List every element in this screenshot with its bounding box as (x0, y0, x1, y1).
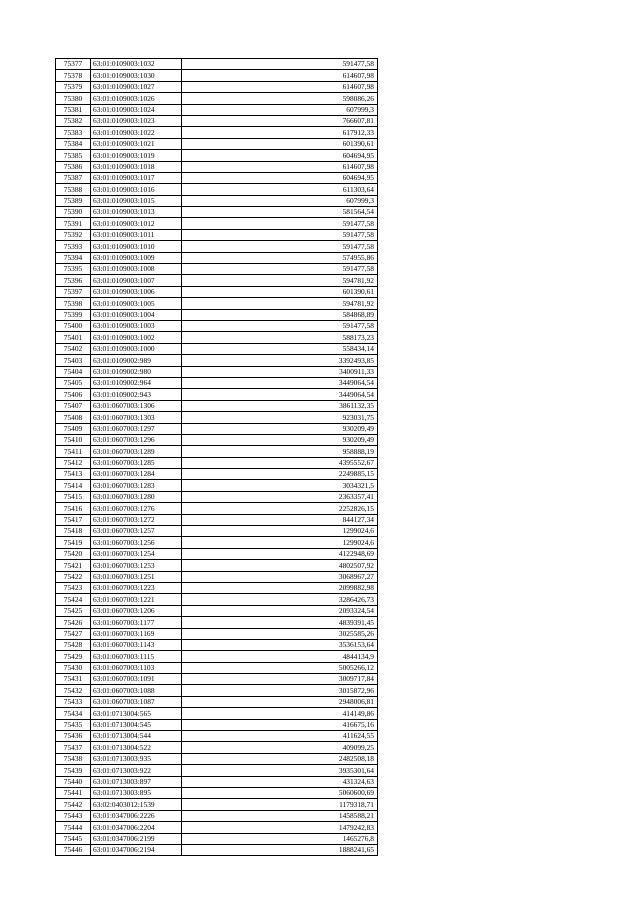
row-number-cell: 75427 (56, 628, 91, 639)
cadastral-value-cell: 844127,34 (182, 514, 378, 525)
table-row (56, 309, 378, 320)
row-number-cell: 75437 (56, 742, 91, 753)
row-number-cell: 75381 (56, 104, 91, 115)
table-row (56, 765, 378, 776)
cadastral-number-cell: 63:01:0109003:1010 (91, 241, 182, 252)
cadastral-number-cell: 63:01:0109003:1030 (91, 70, 182, 81)
table-row (56, 674, 378, 685)
table-row (56, 150, 378, 161)
row-number-cell: 75445 (56, 833, 91, 844)
cadastral-number-cell: 63:01:0109003:1026 (91, 93, 182, 104)
cadastral-number-cell: 63:01:0109003:1032 (91, 59, 182, 70)
row-number-cell: 75433 (56, 696, 91, 707)
cadastral-number-cell: 63:01:0109003:1002 (91, 332, 182, 343)
table-row (56, 753, 378, 764)
table-row (56, 138, 378, 149)
row-number-cell: 75420 (56, 548, 91, 559)
row-number-cell: 75422 (56, 571, 91, 582)
cadastral-value-cell: 5060600,69 (182, 788, 378, 799)
cadastral-value-cell: 601390,61 (182, 138, 378, 149)
table-row (56, 400, 378, 411)
table-row (56, 412, 378, 423)
cadastral-number-cell: 63:01:0109002:980 (91, 366, 182, 377)
cadastral-value-cell: 2482508,18 (182, 753, 378, 764)
row-number-cell: 75404 (56, 366, 91, 377)
table-row (56, 81, 378, 92)
table-row (56, 628, 378, 639)
row-number-cell: 75380 (56, 93, 91, 104)
cadastral-number-cell: 63:01:0713003:922 (91, 765, 182, 776)
row-number-cell: 75443 (56, 810, 91, 821)
table-row (56, 480, 378, 491)
row-number-cell: 75432 (56, 685, 91, 696)
table-row (56, 571, 378, 582)
table-body (56, 59, 378, 856)
row-number-cell: 75388 (56, 184, 91, 195)
cadastral-value-cell: 1458588,21 (182, 810, 378, 821)
row-number-cell: 75436 (56, 731, 91, 742)
cadastral-number-cell: 63:01:0109003:1027 (91, 81, 182, 92)
cadastral-number-cell: 63:01:0607003:1254 (91, 548, 182, 559)
row-number-cell: 75378 (56, 70, 91, 81)
cadastral-number-cell: 63:01:0347006:2204 (91, 822, 182, 833)
table-row (56, 594, 378, 605)
row-number-cell: 75411 (56, 446, 91, 457)
cadastral-value-cell: 3449064,54 (182, 377, 378, 388)
table-row (56, 104, 378, 115)
cadastral-value-cell: 558434,14 (182, 343, 378, 354)
table-row (56, 59, 378, 70)
cadastral-number-cell: 63:01:0109003:1007 (91, 275, 182, 286)
table-row (56, 788, 378, 799)
cadastral-number-cell: 63:01:0109003:1004 (91, 309, 182, 320)
cadastral-value-cell: 431324,63 (182, 776, 378, 787)
cadastral-number-cell: 63:01:0109003:1006 (91, 286, 182, 297)
table-row (56, 810, 378, 821)
table-row (56, 457, 378, 468)
cadastral-number-cell: 63:01:0607003:1296 (91, 434, 182, 445)
cadastral-number-cell: 63:01:0713004:545 (91, 719, 182, 730)
table-row (56, 685, 378, 696)
row-number-cell: 75406 (56, 389, 91, 400)
cadastral-number-cell: 63:01:0607003:1091 (91, 674, 182, 685)
cadastral-number-cell: 63:01:0109003:1022 (91, 127, 182, 138)
cadastral-value-cell: 3286426,73 (182, 594, 378, 605)
cadastral-value-cell: 4844134,9 (182, 651, 378, 662)
row-number-cell: 75400 (56, 320, 91, 331)
cadastral-number-cell: 63:01:0607003:1256 (91, 537, 182, 548)
cadastral-value-cell: 1479242,83 (182, 822, 378, 833)
row-number-cell: 75385 (56, 150, 91, 161)
cadastral-value-cell: 3861132,35 (182, 400, 378, 411)
cadastral-number-cell: 63:01:0607003:1276 (91, 503, 182, 514)
row-number-cell: 75431 (56, 674, 91, 685)
row-number-cell: 75419 (56, 537, 91, 548)
row-number-cell: 75446 (56, 844, 91, 855)
cadastral-value-cell: 591477,58 (182, 59, 378, 70)
row-number-cell: 75386 (56, 161, 91, 172)
table-row (56, 617, 378, 628)
table-row (56, 184, 378, 195)
cadastral-number-cell: 63:01:0607003:1306 (91, 400, 182, 411)
cadastral-value-cell: 594781,92 (182, 298, 378, 309)
table-row (56, 560, 378, 571)
cadastral-number-cell: 63:01:0109002:964 (91, 377, 182, 388)
cadastral-value-cell: 614607,98 (182, 161, 378, 172)
row-number-cell: 75395 (56, 264, 91, 275)
row-number-cell: 75416 (56, 503, 91, 514)
cadastral-number-cell: 63:01:0109003:1015 (91, 195, 182, 206)
row-number-cell: 75384 (56, 138, 91, 149)
row-number-cell: 75429 (56, 651, 91, 662)
table-row (56, 332, 378, 343)
row-number-cell: 75417 (56, 514, 91, 525)
cadastral-number-cell: 63:01:0347006:2199 (91, 833, 182, 844)
cadastral-number-cell: 63:01:0109003:1024 (91, 104, 182, 115)
table-row (56, 343, 378, 354)
cadastral-value-cell: 591477,58 (182, 264, 378, 275)
cadastral-value-cell: 588173,23 (182, 332, 378, 343)
row-number-cell: 75430 (56, 662, 91, 673)
row-number-cell: 75442 (56, 799, 91, 810)
table-row (56, 218, 378, 229)
cadastral-value-cell: 2363357,41 (182, 491, 378, 502)
cadastral-number-cell: 63:01:0607003:1285 (91, 457, 182, 468)
cadastral-value-cell: 591477,58 (182, 218, 378, 229)
cadastral-number-cell: 63:01:0109002:989 (91, 355, 182, 366)
cadastral-number-cell: 63:01:0607003:1272 (91, 514, 182, 525)
row-number-cell: 75414 (56, 480, 91, 491)
row-number-cell: 75396 (56, 275, 91, 286)
row-number-cell: 75418 (56, 526, 91, 537)
cadastral-value-cell: 604694,95 (182, 150, 378, 161)
row-number-cell: 75440 (56, 776, 91, 787)
cadastral-value-cell: 3935301,64 (182, 765, 378, 776)
table-row (56, 264, 378, 275)
cadastral-value-cell: 594781,92 (182, 275, 378, 286)
row-number-cell: 75441 (56, 788, 91, 799)
table-row (56, 651, 378, 662)
table-row (56, 127, 378, 138)
cadastral-number-cell: 63:01:0109003:1019 (91, 150, 182, 161)
row-number-cell: 75410 (56, 434, 91, 445)
cadastral-number-cell: 63:01:0607003:1289 (91, 446, 182, 457)
row-number-cell: 75405 (56, 377, 91, 388)
row-number-cell: 75434 (56, 708, 91, 719)
table-row (56, 298, 378, 309)
cadastral-value-cell: 607999,3 (182, 104, 378, 115)
cadastral-number-cell: 63:01:0607003:1280 (91, 491, 182, 502)
cadastral-number-cell: 63:01:0713004:565 (91, 708, 182, 719)
table-row (56, 377, 378, 388)
cadastral-value-cell: 2948006,81 (182, 696, 378, 707)
table-row (56, 742, 378, 753)
cadastral-value-cell: 598086,26 (182, 93, 378, 104)
row-number-cell: 75428 (56, 639, 91, 650)
row-number-cell: 75423 (56, 582, 91, 593)
table-row (56, 799, 378, 810)
cadastral-value-cell: 923031,75 (182, 412, 378, 423)
row-number-cell: 75439 (56, 765, 91, 776)
cadastral-number-cell: 63:01:0607003:1253 (91, 560, 182, 571)
row-number-cell: 75394 (56, 252, 91, 263)
cadastral-number-cell: 63:01:0109003:1011 (91, 229, 182, 240)
cadastral-number-cell: 63:01:0607003:1221 (91, 594, 182, 605)
table-row (56, 70, 378, 81)
cadastral-number-cell: 63:01:0109003:1021 (91, 138, 182, 149)
table-row (56, 719, 378, 730)
row-number-cell: 75379 (56, 81, 91, 92)
row-number-cell: 75438 (56, 753, 91, 764)
cadastral-value-cell: 591477,58 (182, 241, 378, 252)
row-number-cell: 75407 (56, 400, 91, 411)
cadastral-number-cell: 63:01:0109003:1018 (91, 161, 182, 172)
row-number-cell: 75424 (56, 594, 91, 605)
row-number-cell: 75421 (56, 560, 91, 571)
cadastral-value-cell: 581564,54 (182, 207, 378, 218)
cadastral-value-cell: 617912,33 (182, 127, 378, 138)
row-number-cell: 75426 (56, 617, 91, 628)
cadastral-value-cell: 930209,49 (182, 434, 378, 445)
cadastral-number-cell: 63:01:0109003:1009 (91, 252, 182, 263)
table-row (56, 115, 378, 126)
cadastral-value-cell: 611303,64 (182, 184, 378, 195)
cadastral-number-cell: 63:01:0607003:1103 (91, 662, 182, 673)
table-row (56, 582, 378, 593)
cadastral-number-cell: 63:01:0109003:1016 (91, 184, 182, 195)
cadastral-number-cell: 63:01:0607003:1297 (91, 423, 182, 434)
table-row (56, 731, 378, 742)
cadastral-value-cell: 4802507,92 (182, 560, 378, 571)
table-row (56, 491, 378, 502)
table-row (56, 548, 378, 559)
table-row (56, 469, 378, 480)
table-row (56, 252, 378, 263)
cadastral-number-cell: 63:01:0607003:1284 (91, 469, 182, 480)
cadastral-value-cell: 414149,86 (182, 708, 378, 719)
table-row (56, 708, 378, 719)
cadastral-value-cell: 3068967,27 (182, 571, 378, 582)
cadastral-number-cell: 63:01:0607003:1223 (91, 582, 182, 593)
table-row (56, 93, 378, 104)
row-number-cell: 75399 (56, 309, 91, 320)
row-number-cell: 75390 (56, 207, 91, 218)
row-number-cell: 75397 (56, 286, 91, 297)
table-row (56, 503, 378, 514)
row-number-cell: 75413 (56, 469, 91, 480)
cadastral-number-cell: 63:01:0607003:1088 (91, 685, 182, 696)
cadastral-number-cell: 63:01:0607003:1251 (91, 571, 182, 582)
row-number-cell: 75408 (56, 412, 91, 423)
table-row (56, 696, 378, 707)
table-row (56, 833, 378, 844)
cadastral-value-cell: 1299024,6 (182, 537, 378, 548)
cadastral-value-cell: 3034321,5 (182, 480, 378, 491)
row-number-cell: 75412 (56, 457, 91, 468)
table-row (56, 195, 378, 206)
cadastral-value-cell: 4839391,45 (182, 617, 378, 628)
cadastral-number-cell: 63:01:0607003:1177 (91, 617, 182, 628)
cadastral-value-cell: 2252826,15 (182, 503, 378, 514)
table-row (56, 662, 378, 673)
cadastral-number-cell: 63:01:0713003:895 (91, 788, 182, 799)
table-row (56, 514, 378, 525)
cadastral-number-cell: 63:01:0109003:1000 (91, 343, 182, 354)
cadastral-number-cell: 63:01:0607003:1206 (91, 605, 182, 616)
cadastral-number-cell: 63:01:0347006:2194 (91, 844, 182, 855)
cadastral-number-cell: 63:01:0607003:1257 (91, 526, 182, 537)
cadastral-number-cell: 63:01:0607003:1169 (91, 628, 182, 639)
cadastral-number-cell: 63:01:0109003:1008 (91, 264, 182, 275)
cadastral-value-cell: 416675,16 (182, 719, 378, 730)
cadastral-number-cell: 63:01:0109003:1012 (91, 218, 182, 229)
cadastral-value-cell: 3449064,54 (182, 389, 378, 400)
row-number-cell: 75383 (56, 127, 91, 138)
cadastral-number-cell: 63:01:0109003:1023 (91, 115, 182, 126)
table-row (56, 161, 378, 172)
cadastral-value-cell: 591477,58 (182, 229, 378, 240)
cadastral-number-cell: 63:01:0713003:935 (91, 753, 182, 764)
row-number-cell: 75409 (56, 423, 91, 434)
cadastral-number-cell: 63:02:0403012:1539 (91, 799, 182, 810)
cadastral-value-cell: 1179318,71 (182, 799, 378, 810)
row-number-cell: 75415 (56, 491, 91, 502)
cadastral-value-cell: 766607,81 (182, 115, 378, 126)
table-row (56, 526, 378, 537)
row-number-cell: 75393 (56, 241, 91, 252)
cadastral-value-cell: 601390,61 (182, 286, 378, 297)
table-row (56, 822, 378, 833)
row-number-cell: 75435 (56, 719, 91, 730)
cadastral-value-cell: 3025585,26 (182, 628, 378, 639)
cadastral-number-cell: 63:01:0607003:1303 (91, 412, 182, 423)
cadastral-number-cell: 63:01:0109003:1003 (91, 320, 182, 331)
cadastral-value-cell: 1888241,65 (182, 844, 378, 855)
cadastral-value-cell: 4122948,69 (182, 548, 378, 559)
table-row (56, 275, 378, 286)
table-row (56, 172, 378, 183)
table-row (56, 537, 378, 548)
table-row (56, 423, 378, 434)
table-row (56, 639, 378, 650)
row-number-cell: 75444 (56, 822, 91, 833)
row-number-cell: 75377 (56, 59, 91, 70)
row-number-cell: 75389 (56, 195, 91, 206)
cadastral-number-cell: 63:01:0607003:1283 (91, 480, 182, 491)
cadastral-number-cell: 63:01:0713003:897 (91, 776, 182, 787)
cadastral-value-cell: 574955,86 (182, 252, 378, 263)
cadastral-value-table (55, 58, 378, 856)
row-number-cell: 75391 (56, 218, 91, 229)
table-row (56, 605, 378, 616)
table-row (56, 320, 378, 331)
table-row (56, 355, 378, 366)
row-number-cell: 75401 (56, 332, 91, 343)
table-row (56, 286, 378, 297)
cadastral-number-cell: 63:01:0713004:522 (91, 742, 182, 753)
cadastral-value-cell: 591477,58 (182, 320, 378, 331)
cadastral-value-cell: 2249885,15 (182, 469, 378, 480)
row-number-cell: 75387 (56, 172, 91, 183)
cadastral-value-cell: 1465276,8 (182, 833, 378, 844)
cadastral-value-cell: 930209,49 (182, 423, 378, 434)
cadastral-value-cell: 614607,98 (182, 70, 378, 81)
cadastral-number-cell: 63:01:0607003:1143 (91, 639, 182, 650)
table-row (56, 366, 378, 377)
cadastral-value-cell: 2099882,98 (182, 582, 378, 593)
cadastral-value-cell: 409099,25 (182, 742, 378, 753)
cadastral-number-cell: 63:01:0109003:1013 (91, 207, 182, 218)
cadastral-number-cell: 63:01:0109003:1017 (91, 172, 182, 183)
table-row (56, 446, 378, 457)
row-number-cell: 75398 (56, 298, 91, 309)
cadastral-value-cell: 411624,55 (182, 731, 378, 742)
cadastral-number-cell: 63:01:0347006:2226 (91, 810, 182, 821)
row-number-cell: 75382 (56, 115, 91, 126)
table-row (56, 207, 378, 218)
cadastral-value-cell: 3400911,33 (182, 366, 378, 377)
table-row (56, 241, 378, 252)
cadastral-value-cell: 3009717,84 (182, 674, 378, 685)
cadastral-number-cell: 63:01:0109002:943 (91, 389, 182, 400)
cadastral-value-cell: 584868,89 (182, 309, 378, 320)
row-number-cell: 75402 (56, 343, 91, 354)
cadastral-number-cell: 63:01:0109003:1005 (91, 298, 182, 309)
table-row (56, 844, 378, 855)
cadastral-value-cell: 3015872,96 (182, 685, 378, 696)
cadastral-value-cell: 2093324,54 (182, 605, 378, 616)
cadastral-value-cell: 5005266,12 (182, 662, 378, 673)
table-row (56, 389, 378, 400)
cadastral-value-cell: 4395552,67 (182, 457, 378, 468)
cadastral-value-cell: 958888,19 (182, 446, 378, 457)
cadastral-value-cell: 1299024,6 (182, 526, 378, 537)
row-number-cell: 75425 (56, 605, 91, 616)
cadastral-number-cell: 63:01:0607003:1087 (91, 696, 182, 707)
row-number-cell: 75392 (56, 229, 91, 240)
cadastral-value-cell: 614607,98 (182, 81, 378, 92)
table-row (56, 229, 378, 240)
cadastral-value-cell: 3392493,85 (182, 355, 378, 366)
row-number-cell: 75403 (56, 355, 91, 366)
table-row (56, 434, 378, 445)
cadastral-value-cell: 607999,3 (182, 195, 378, 206)
cadastral-number-cell: 63:01:0713004:544 (91, 731, 182, 742)
cadastral-value-cell: 604694,95 (182, 172, 378, 183)
table-row (56, 776, 378, 787)
cadastral-number-cell: 63:01:0607003:1115 (91, 651, 182, 662)
cadastral-value-cell: 3536153,64 (182, 639, 378, 650)
